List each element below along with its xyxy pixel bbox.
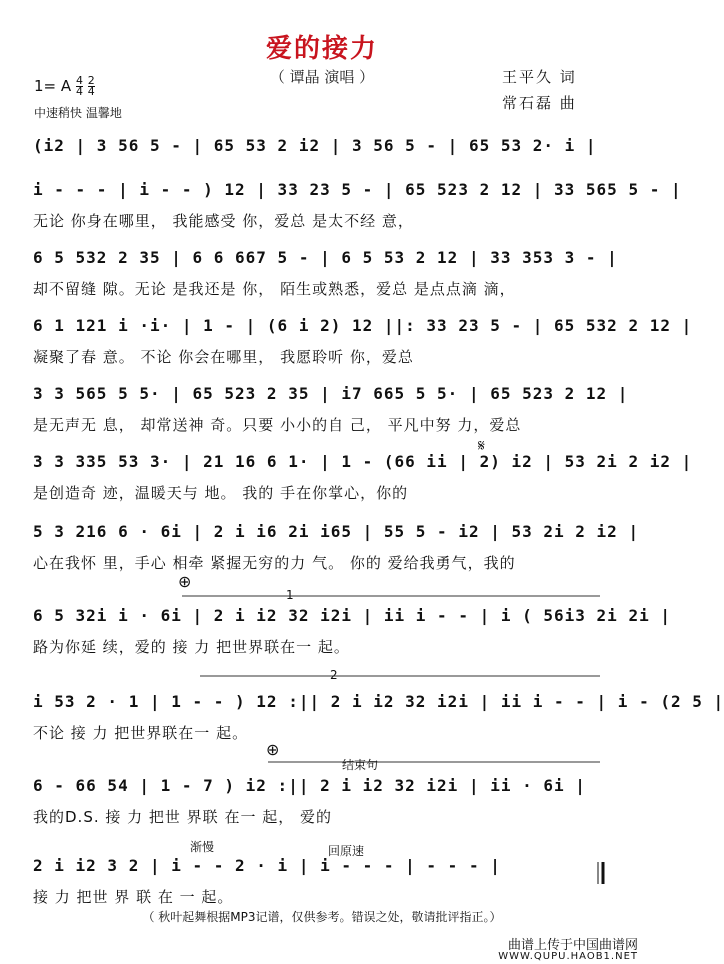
lyricist: 王平久 词	[502, 68, 577, 86]
volta-2-label: 2	[330, 668, 338, 682]
ending-label: 结束句	[342, 758, 379, 772]
lyric-line: 不论 接 力 把世界联在一 起。	[33, 724, 249, 742]
segno-icon: 𝄋	[478, 436, 485, 455]
notation-line: 6 1 121 i ·i· | 1 - | (6 i 2) 12 ||: 33 23 5 - | 65 532 2 12 |	[33, 316, 693, 335]
lyric-line: 无论 你身在哪里， 我能感受 你，爱总 是太不经 意，	[33, 212, 414, 230]
notation-line: 6 5 532 2 35 | 6 6 667 5 - | 6 5 53 2 12 | 33 353 3 - |	[33, 248, 618, 267]
transcription-note: （ 秋叶起舞根据MP3记谱，仅供参考。错误之处，敬请批评指正。）	[142, 910, 502, 924]
lyric-line: 心在我怀 里，手心 相牵 紧握无穷的力 气。 你的 爱给我勇气，我的	[33, 554, 516, 572]
key-label: 1= A	[34, 77, 72, 95]
tempo-marking: 中速稍快 温馨地	[34, 106, 122, 120]
ts-denominator: 4	[87, 85, 95, 98]
composer: 常石磊 曲	[502, 94, 577, 112]
notation-line: (i2 | 3 56 5 - | 65 53 2 i2 | 3 56 5 - | 65 53 2· i |	[33, 136, 597, 155]
notation-line: 5 3 216 6 · 6i | 2 i i6 2i i65 | 55 5 - i2 | 53 2i 2 i2 |	[33, 522, 640, 541]
lyric-line: 却不留缝 隙。无论 是我还是 你， 陌生或熟悉，爱总 是点点滴 滴，	[33, 280, 516, 298]
lyric-line: 是创造奇 迹，温暖天与 地。 我的 手在你掌心，你的	[33, 484, 409, 502]
coda-icon: ⊕	[178, 572, 192, 591]
singer-line: （ 谭晶 演唱 ）	[269, 68, 375, 86]
ts-denominator: 4	[75, 85, 83, 98]
ts-numerator: 4	[75, 74, 83, 87]
notation-line: 3 3 335 53 3· | 21 16 6 1· | 1 - (66 ii | 2) i2 | 53 2i 2 i2 |	[33, 452, 693, 471]
watermark-url: WWW.QUPU.HAOB1.NET	[498, 951, 638, 962]
lyric-line: 路为你延 续，爱的 接 力 把世界联在一 起。	[33, 638, 350, 656]
notation-line: 3 3 565 5 5· | 65 523 2 35 | i7 665 5 5· | 65 523 2 12 |	[33, 384, 629, 403]
watermark-site: 曲谱上传于中国曲谱网	[507, 938, 638, 953]
ritardando-label: 渐慢	[190, 840, 215, 854]
song-title: 爱的接力	[265, 34, 378, 64]
coda-icon-2: ⊕	[266, 740, 280, 759]
lyric-line: 是无声无 息， 却常送神 奇。只要 小小的自 己， 平凡中努 力，爱总	[33, 416, 522, 434]
notation-line: 6 5 32i i · 6i | 2 i i2 32 i2i | ii i - - | i ( 56i3 2i 2i |	[33, 606, 671, 625]
notation-line: i - - - | i - - ) 12 | 33 23 5 - | 65 523 2 12 | 33 565 5 - |	[33, 180, 682, 199]
volta-1-label: 1	[286, 588, 294, 602]
lyric-line: 我的D.S. 接 力 把世 界联 在一 起， 爱的	[33, 808, 332, 826]
notation-line: 6 - 66 54 | 1 - 7 ) i2 :|| 2 i i2 32 i2i | ii · 6i |	[33, 776, 586, 795]
a-tempo-label: 回原速	[328, 844, 365, 858]
ts-numerator: 2	[87, 74, 95, 87]
notation-line: 2 i i2 3 2 | i - - 2 · i | i - - - | - - - |	[33, 856, 501, 875]
lyric-line: 接 力 把世 界 联 在 一 起。	[33, 888, 234, 906]
notation-line: i 53 2 · 1 | 1 - - ) 12 :|| 2 i i2 32 i2i | ii i - - | i - (2 5 |	[33, 692, 724, 711]
lyric-line: 凝聚了春 意。 不论 你会在哪里， 我愿聆听 你，爱总	[33, 348, 414, 366]
